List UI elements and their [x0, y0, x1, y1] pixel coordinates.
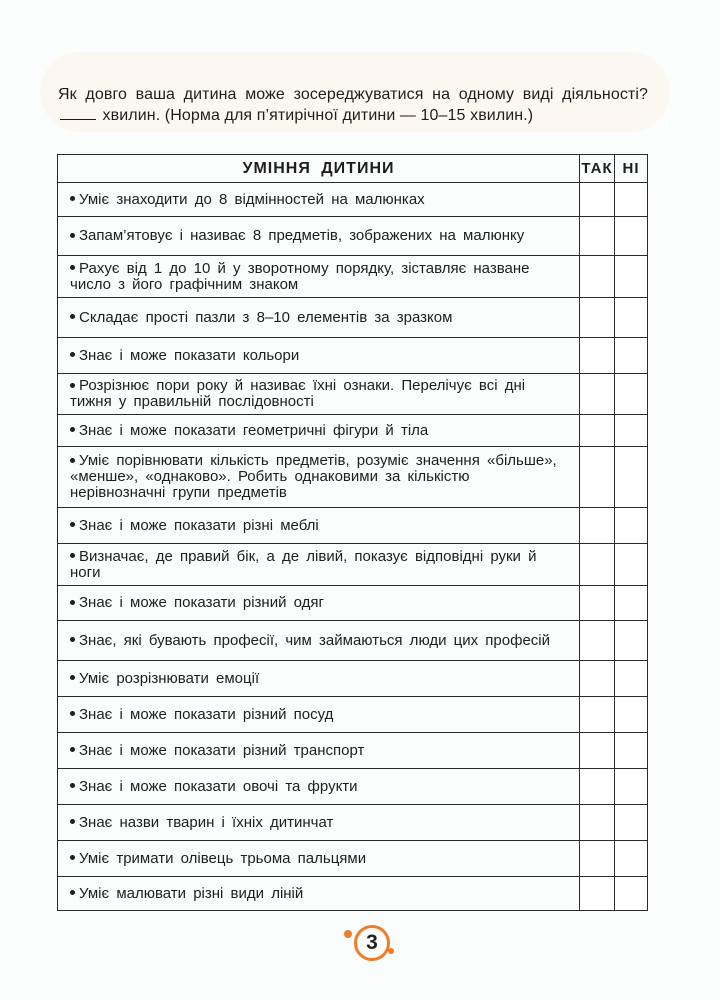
intro-question: Як довго ваша дитина може зосереджуватися на одному виді діяльності?: [58, 86, 648, 103]
table-row: [58, 298, 648, 338]
no-checkbox[interactable]: [615, 415, 648, 447]
bullet-icon: [70, 783, 75, 788]
skill-cell: [58, 733, 580, 769]
skill-text: Знає і може показати різний транспорт: [79, 741, 365, 759]
skill-text: Знає, які бувають професії, чим займаються люди цих професій: [79, 631, 550, 649]
table-row: [58, 769, 648, 805]
skill-text: Знає і може показати різні меблі: [79, 516, 319, 534]
skill-cell: [58, 256, 580, 298]
bullet-icon: [70, 553, 75, 558]
table-row: [58, 841, 648, 877]
skill-cell: [58, 447, 580, 508]
yes-checkbox[interactable]: [580, 298, 615, 338]
bullet-icon: [70, 265, 75, 270]
yes-checkbox[interactable]: [580, 877, 615, 911]
no-checkbox[interactable]: [615, 733, 648, 769]
skill-text: Знає назви тварин і їхніх дитинчат: [79, 813, 334, 831]
yes-checkbox[interactable]: [580, 733, 615, 769]
no-checkbox[interactable]: [615, 769, 648, 805]
bullet-icon: [70, 600, 75, 605]
yes-checkbox[interactable]: [580, 256, 615, 298]
yes-checkbox[interactable]: [580, 586, 615, 621]
bullet-icon: [70, 427, 75, 432]
bullet-icon: [70, 314, 75, 319]
bullet-icon: [70, 196, 75, 201]
no-checkbox[interactable]: [615, 447, 648, 508]
bullet-icon: [70, 522, 75, 527]
skill-cell: [58, 697, 580, 733]
skill-cell: [58, 298, 580, 338]
minutes-answer-blank[interactable]: [60, 107, 96, 120]
skill-text: Знає і може показати кольори: [79, 346, 300, 364]
skill-cell: [58, 508, 580, 544]
bullet-icon: [70, 458, 75, 463]
yes-checkbox[interactable]: [580, 697, 615, 733]
skill-cell: [58, 374, 580, 415]
no-checkbox[interactable]: [615, 544, 648, 586]
yes-checkbox[interactable]: [580, 338, 615, 374]
table-row: [58, 697, 648, 733]
no-checkbox[interactable]: [615, 697, 648, 733]
skill-text: Уміє порівнювати кількість предметів, розуміє значення «більше», «менше», «однаково». Робить однаковими за кількістю нерівнозначні групи предметів: [70, 452, 557, 501]
no-checkbox[interactable]: [615, 374, 648, 415]
skills-checklist-table: [57, 154, 648, 911]
no-checkbox[interactable]: [615, 256, 648, 298]
yes-checkbox[interactable]: [580, 508, 615, 544]
no-checkbox[interactable]: [615, 217, 648, 256]
table-row: [58, 586, 648, 621]
skill-text: Знає і може показати різний одяг: [79, 594, 324, 611]
no-checkbox[interactable]: [615, 338, 648, 374]
bullet-icon: [70, 819, 75, 824]
skill-cell: [58, 621, 580, 661]
skill-cell: [58, 338, 580, 374]
skill-cell: [58, 877, 580, 911]
page-number: 3: [354, 925, 390, 961]
table-row: [58, 217, 648, 256]
bullet-icon: [70, 352, 75, 357]
table-row: [58, 544, 648, 586]
header-yes: ТАК: [580, 155, 615, 183]
no-checkbox[interactable]: [615, 508, 648, 544]
no-checkbox[interactable]: [615, 621, 648, 661]
table-row: [58, 877, 648, 911]
header-no: НІ: [615, 155, 648, 183]
bullet-icon: [70, 383, 75, 388]
no-checkbox[interactable]: [615, 877, 648, 911]
yes-checkbox[interactable]: [580, 415, 615, 447]
bullet-icon: [70, 233, 75, 238]
skill-cell: [58, 841, 580, 877]
bullet-icon: [70, 711, 75, 716]
skill-cell: [58, 183, 580, 217]
skill-text: Уміє тримати олівець трьома пальцями: [79, 849, 367, 867]
bullet-icon: [70, 675, 75, 680]
skill-text: Знає і може показати різний посуд: [79, 705, 334, 723]
table-row: [58, 447, 648, 508]
yes-checkbox[interactable]: [580, 544, 615, 586]
skill-text: Розрізнює пори року й називає їхні ознаки. Перелічує всі дні тижня у правильній послідовності: [70, 377, 526, 410]
no-checkbox[interactable]: [615, 298, 648, 338]
yes-checkbox[interactable]: [580, 374, 615, 415]
skill-text: Уміє розрізнювати емоції: [79, 669, 260, 687]
yes-checkbox[interactable]: [580, 621, 615, 661]
table-row: [58, 805, 648, 841]
bullet-icon: [70, 637, 75, 642]
no-checkbox[interactable]: [615, 805, 648, 841]
table-header-row: [58, 155, 648, 183]
page-number-decor-dot: [344, 930, 352, 938]
no-checkbox[interactable]: [615, 841, 648, 877]
table-row: [58, 508, 648, 544]
intro-paragraph: [58, 84, 648, 126]
skill-text: Визначає, де правий бік, а де лівий, показує відповідні руки й ноги: [70, 547, 537, 581]
skill-text: Уміє знаходити до 8 відмінностей на малюнках: [79, 190, 425, 208]
skill-cell: [58, 217, 580, 256]
yes-checkbox[interactable]: [580, 769, 615, 805]
skill-text: Рахує від 1 до 10 й у зворотному порядку, зіставляє назване число з його графічним знаком: [70, 259, 530, 293]
yes-checkbox[interactable]: [580, 447, 615, 508]
intro-norm: хвилин. (Норма для п’ятирічної дитини — 10–15 хвилин.): [102, 107, 534, 124]
no-checkbox[interactable]: [615, 661, 648, 697]
table-row: [58, 415, 648, 447]
skill-text: Знає і може показати овочі та фрукти: [79, 777, 358, 795]
skill-cell: [58, 769, 580, 805]
table-row: [58, 256, 648, 298]
bullet-icon: [70, 747, 75, 752]
skill-cell: [58, 544, 580, 586]
bullet-icon: [70, 855, 75, 860]
table-row: [58, 374, 648, 415]
yes-checkbox[interactable]: [580, 661, 615, 697]
bullet-icon: [70, 890, 75, 895]
header-skills: УМІННЯ ДИТИНИ: [58, 155, 580, 183]
yes-checkbox[interactable]: [580, 841, 615, 877]
table-row: [58, 733, 648, 769]
no-checkbox[interactable]: [615, 586, 648, 621]
table-row: [58, 661, 648, 697]
skill-text: Запам’ятовує і називає 8 предметів, зображених на малюнку: [79, 227, 525, 244]
yes-checkbox[interactable]: [580, 183, 615, 217]
skill-text: Уміє малювати різні види ліній: [79, 884, 304, 902]
no-checkbox[interactable]: [615, 183, 648, 217]
table-row: [58, 183, 648, 217]
skill-cell: [58, 805, 580, 841]
yes-checkbox[interactable]: [580, 805, 615, 841]
skill-cell: [58, 661, 580, 697]
table-row: [58, 621, 648, 661]
yes-checkbox[interactable]: [580, 217, 615, 256]
skill-cell: [58, 415, 580, 447]
skill-text: Знає і може показати геометричні фігури й тіла: [79, 421, 429, 439]
skill-text: Складає прості пазли з 8–10 елементів за зразком: [79, 308, 453, 326]
table-row: [58, 338, 648, 374]
skill-cell: [58, 586, 580, 621]
